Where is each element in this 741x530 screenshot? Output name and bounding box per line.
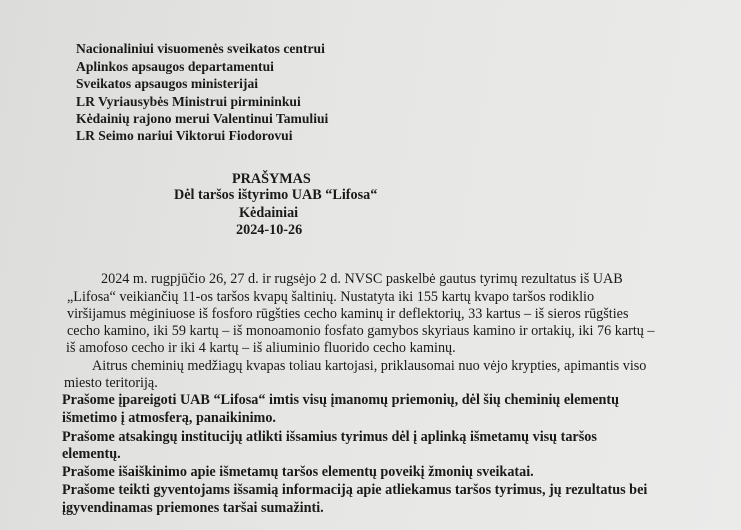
body-line: 2024 m. rugpjūčio 26, 27 d. ir rugsėjo 2 d. NVSC paskelbė gautus tyrimų rezultatus iš UAB <box>101 271 623 287</box>
document-title: PRAŠYMAS <box>232 171 311 187</box>
recipient-line: Kėdainių rajono merui Valentinui Tamuliui <box>76 111 329 126</box>
body-line: viršijamus mėginiuose iš fosforo rūgšties cecho kaminų ir deflektorių, 33 kartus – iš sieros rūgšties <box>67 306 629 322</box>
document-date: 2024-10-26 <box>236 222 303 238</box>
body-line: iš amofoso cecho ir iki 4 kartų – iš aliuminio fluorido cecho kaminų. <box>66 340 456 356</box>
body-line: „Lifosa“ veikiančių 11-os taršos kvapų šaltinių. Nustatyta iki 155 kartų kvapo taršos rodiklio <box>67 289 595 305</box>
request-line: Prašome teikti gyventojams išsamią informaciją apie atliekamus taršos tyrimus, jų rezultatus bei <box>62 482 648 498</box>
recipient-line: Sveikatos apsaugos ministerijai <box>76 76 259 91</box>
recipient-line: LR Seimo nariui Viktorui Fiodorovui <box>76 128 293 143</box>
recipient-line: LR Vyriausybės Ministrui pirmininkui <box>76 94 301 109</box>
request-line: Prašome įpareigoti UAB “Lifosa“ imtis visų įmanomų priemonių, dėl šių cheminių elementų <box>62 392 619 408</box>
document-city: Kėdainiai <box>239 205 299 221</box>
request-line: Prašome išaiškinimo apie išmetamų taršos elementų poveikį žmonių sveikatai. <box>62 464 534 480</box>
request-line: Prašome atsakingų institucijų atlikti išsamius tyrimus dėl į aplinką išmetamų visų taršos <box>62 429 597 445</box>
body-line: Aitrus cheminių medžiagų kvapas toliau kartojasi, priklausomai nuo vėjo krypties, apimantis viso <box>92 358 647 374</box>
body-line: cecho kamino, iki 59 kartų – iš monoamonio fosfato gamybos skyriaus kamino ir ortakių, iki 76 kartų – <box>67 323 655 339</box>
recipient-line: Aplinkos apsaugos departamentui <box>76 59 274 74</box>
request-line: elementų. <box>62 446 121 462</box>
recipient-line: Nacionaliniui visuomenės sveikatos centrui <box>76 41 325 56</box>
request-line: išmetimo į atmosferą, panaikinimo. <box>62 410 276 426</box>
document-subject: Dėl taršos ištyrimo UAB “Lifosa“ <box>174 187 378 203</box>
request-line: įgyvendinamas priemones taršai sumažinti. <box>62 500 324 516</box>
body-line: miesto teritoriją. <box>64 375 158 391</box>
